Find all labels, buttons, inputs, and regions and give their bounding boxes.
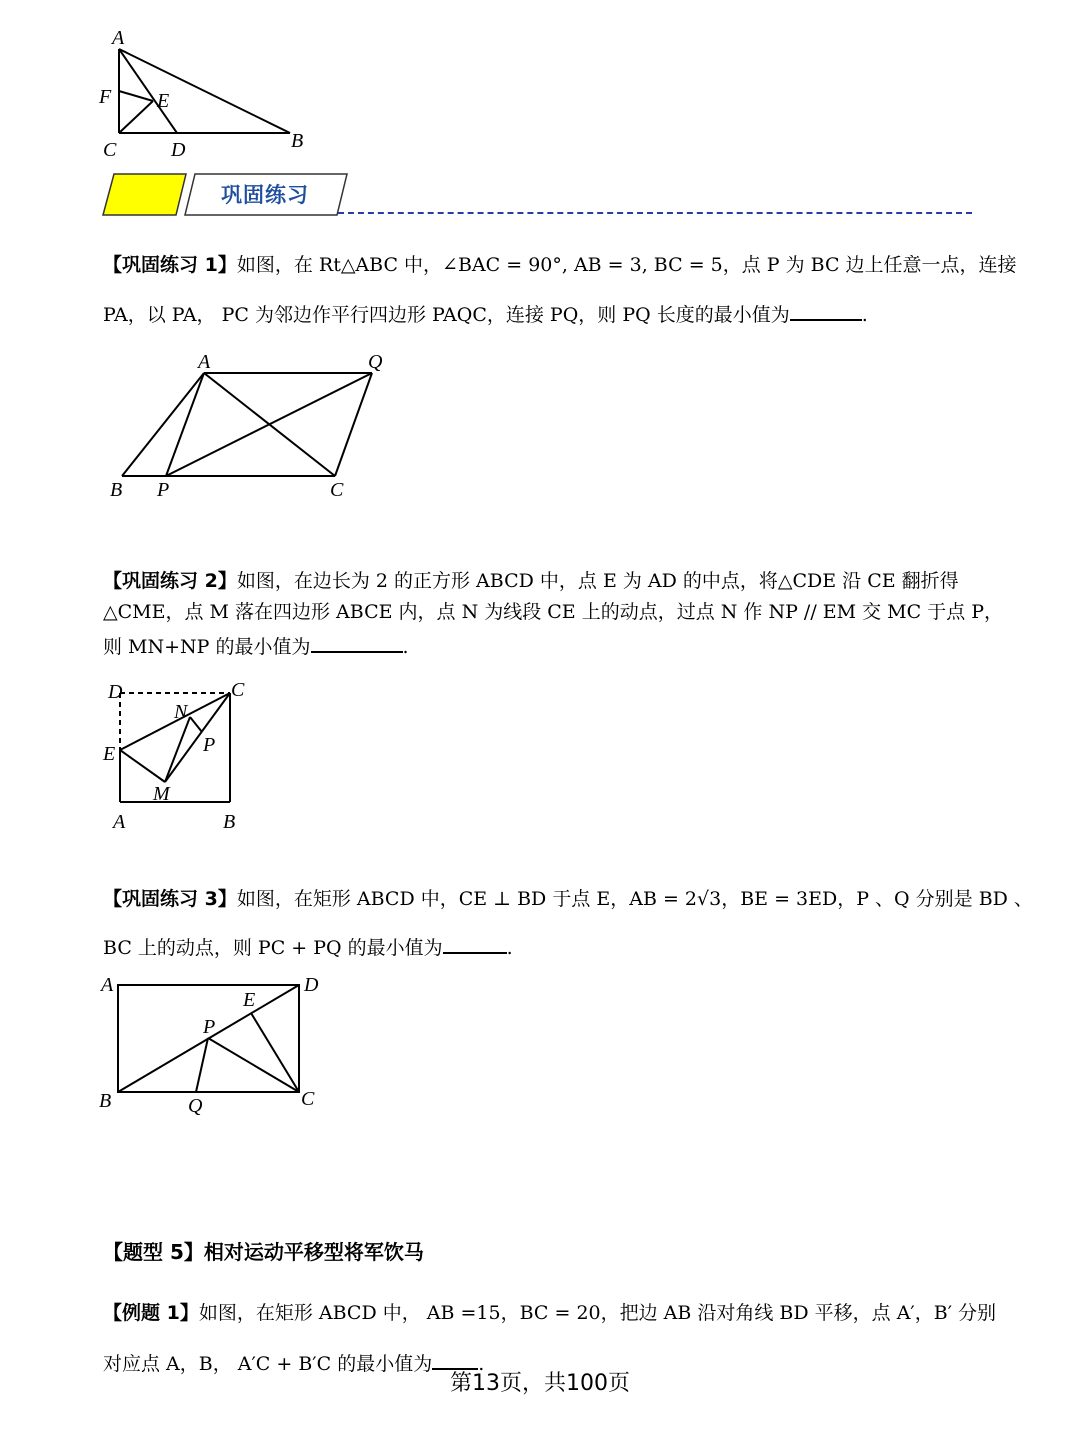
exercise-2-line2: △CME，点 M 落在四边形 ABCE 内，点 N 为线段 CE 上的动点，过点 N 作 NP // EM 交 MC 于点 P， bbox=[103, 601, 1004, 623]
answer-blank-2[interactable] bbox=[311, 635, 403, 653]
label-p: P bbox=[203, 734, 216, 756]
exercise-2-tag: 【巩固练习 2】 bbox=[103, 570, 237, 592]
example-1-line1: 如图，在矩形 ABCD 中， AB =15，BC = 20，把边 AB 沿对角线 BD 平移，点 A′，B′ 分别 bbox=[198, 1302, 997, 1324]
label-c: C bbox=[301, 1088, 315, 1110]
label-a: A bbox=[101, 974, 114, 996]
figure-rectangle-abcd bbox=[96, 972, 326, 1117]
exercise-2-end: . bbox=[402, 636, 409, 658]
label-q: Q bbox=[368, 351, 383, 373]
exercise-3-line2: BC 上的动点，则 PC + PQ 的最小值为 bbox=[103, 937, 443, 959]
example-1-line2: 对应点 A，B， A′C + B′C 的最小值为 bbox=[103, 1353, 433, 1375]
figure-square-abcd bbox=[100, 676, 260, 836]
exercise-3-line1: 如图，在矩形 ABCD 中，CE ⊥ BD 于点 E，AB = 2√3，BE = 3ED，P 、Q 分别是 BD 、 bbox=[236, 888, 1033, 910]
label-n: N bbox=[174, 701, 188, 723]
label-c: C bbox=[330, 479, 344, 501]
label-q: Q bbox=[188, 1095, 203, 1117]
exercise-1-line1: 如图，在 Rt△ABC 中，∠BAC = 90°, AB = 3, BC = 5，点 P 为 BC 边上任意一点，连接 bbox=[236, 254, 1017, 276]
label-a: A bbox=[113, 811, 126, 833]
label-b: B bbox=[291, 130, 304, 152]
type-5-heading: 【题型 5】相对运动平移型将军饮马 bbox=[103, 1240, 424, 1264]
label-f: F bbox=[99, 86, 112, 108]
label-b: B bbox=[110, 479, 123, 501]
label-d: D bbox=[171, 139, 186, 161]
label-p: P bbox=[203, 1016, 216, 1038]
example-1-end: . bbox=[478, 1353, 485, 1375]
exercise-2-line1: 如图，在边长为 2 的正方形 ABCD 中，点 E 为 AD 的中点，将△CDE 沿 CE 翻折得 bbox=[236, 570, 959, 592]
label-m: M bbox=[153, 783, 170, 805]
label-b: B bbox=[223, 811, 236, 833]
label-d: D bbox=[304, 974, 319, 996]
exercise-1-tag: 【巩固练习 1】 bbox=[103, 254, 237, 276]
label-c: C bbox=[231, 679, 245, 701]
label-p: P bbox=[157, 479, 170, 501]
exercise-3-end: . bbox=[506, 937, 513, 959]
answer-blank-1[interactable] bbox=[790, 303, 862, 321]
exercise-1-line2: PA，以 PA， PC 为邻边作平行四边形 PAQC，连接 PQ，则 PQ 长度的最小值为 bbox=[103, 304, 790, 326]
label-e: E bbox=[243, 989, 256, 1011]
answer-blank-3[interactable] bbox=[443, 936, 507, 954]
example-1-tag: 【例题 1】 bbox=[103, 1302, 199, 1324]
exercise-1-end: . bbox=[861, 304, 868, 326]
page-footer: 第13页，共100页 bbox=[450, 1371, 630, 1396]
yellow-parallelogram bbox=[103, 174, 186, 215]
banner-dashed-line bbox=[338, 212, 972, 214]
banner-title: 巩固练习 bbox=[221, 183, 309, 207]
label-d: D bbox=[108, 681, 123, 703]
label-e: E bbox=[103, 743, 116, 765]
figure-parallelogram-paqc bbox=[100, 348, 400, 508]
exercise-3-tag: 【巩固练习 3】 bbox=[103, 888, 237, 910]
label-e: E bbox=[157, 90, 170, 112]
label-a: A bbox=[198, 351, 211, 373]
figure-triangle-abc bbox=[95, 25, 325, 165]
label-b: B bbox=[99, 1090, 112, 1112]
label-c: C bbox=[103, 139, 117, 161]
exercise-2-line3: 则 MN+NP 的最小值为 bbox=[103, 636, 311, 658]
label-a: A bbox=[112, 27, 125, 49]
